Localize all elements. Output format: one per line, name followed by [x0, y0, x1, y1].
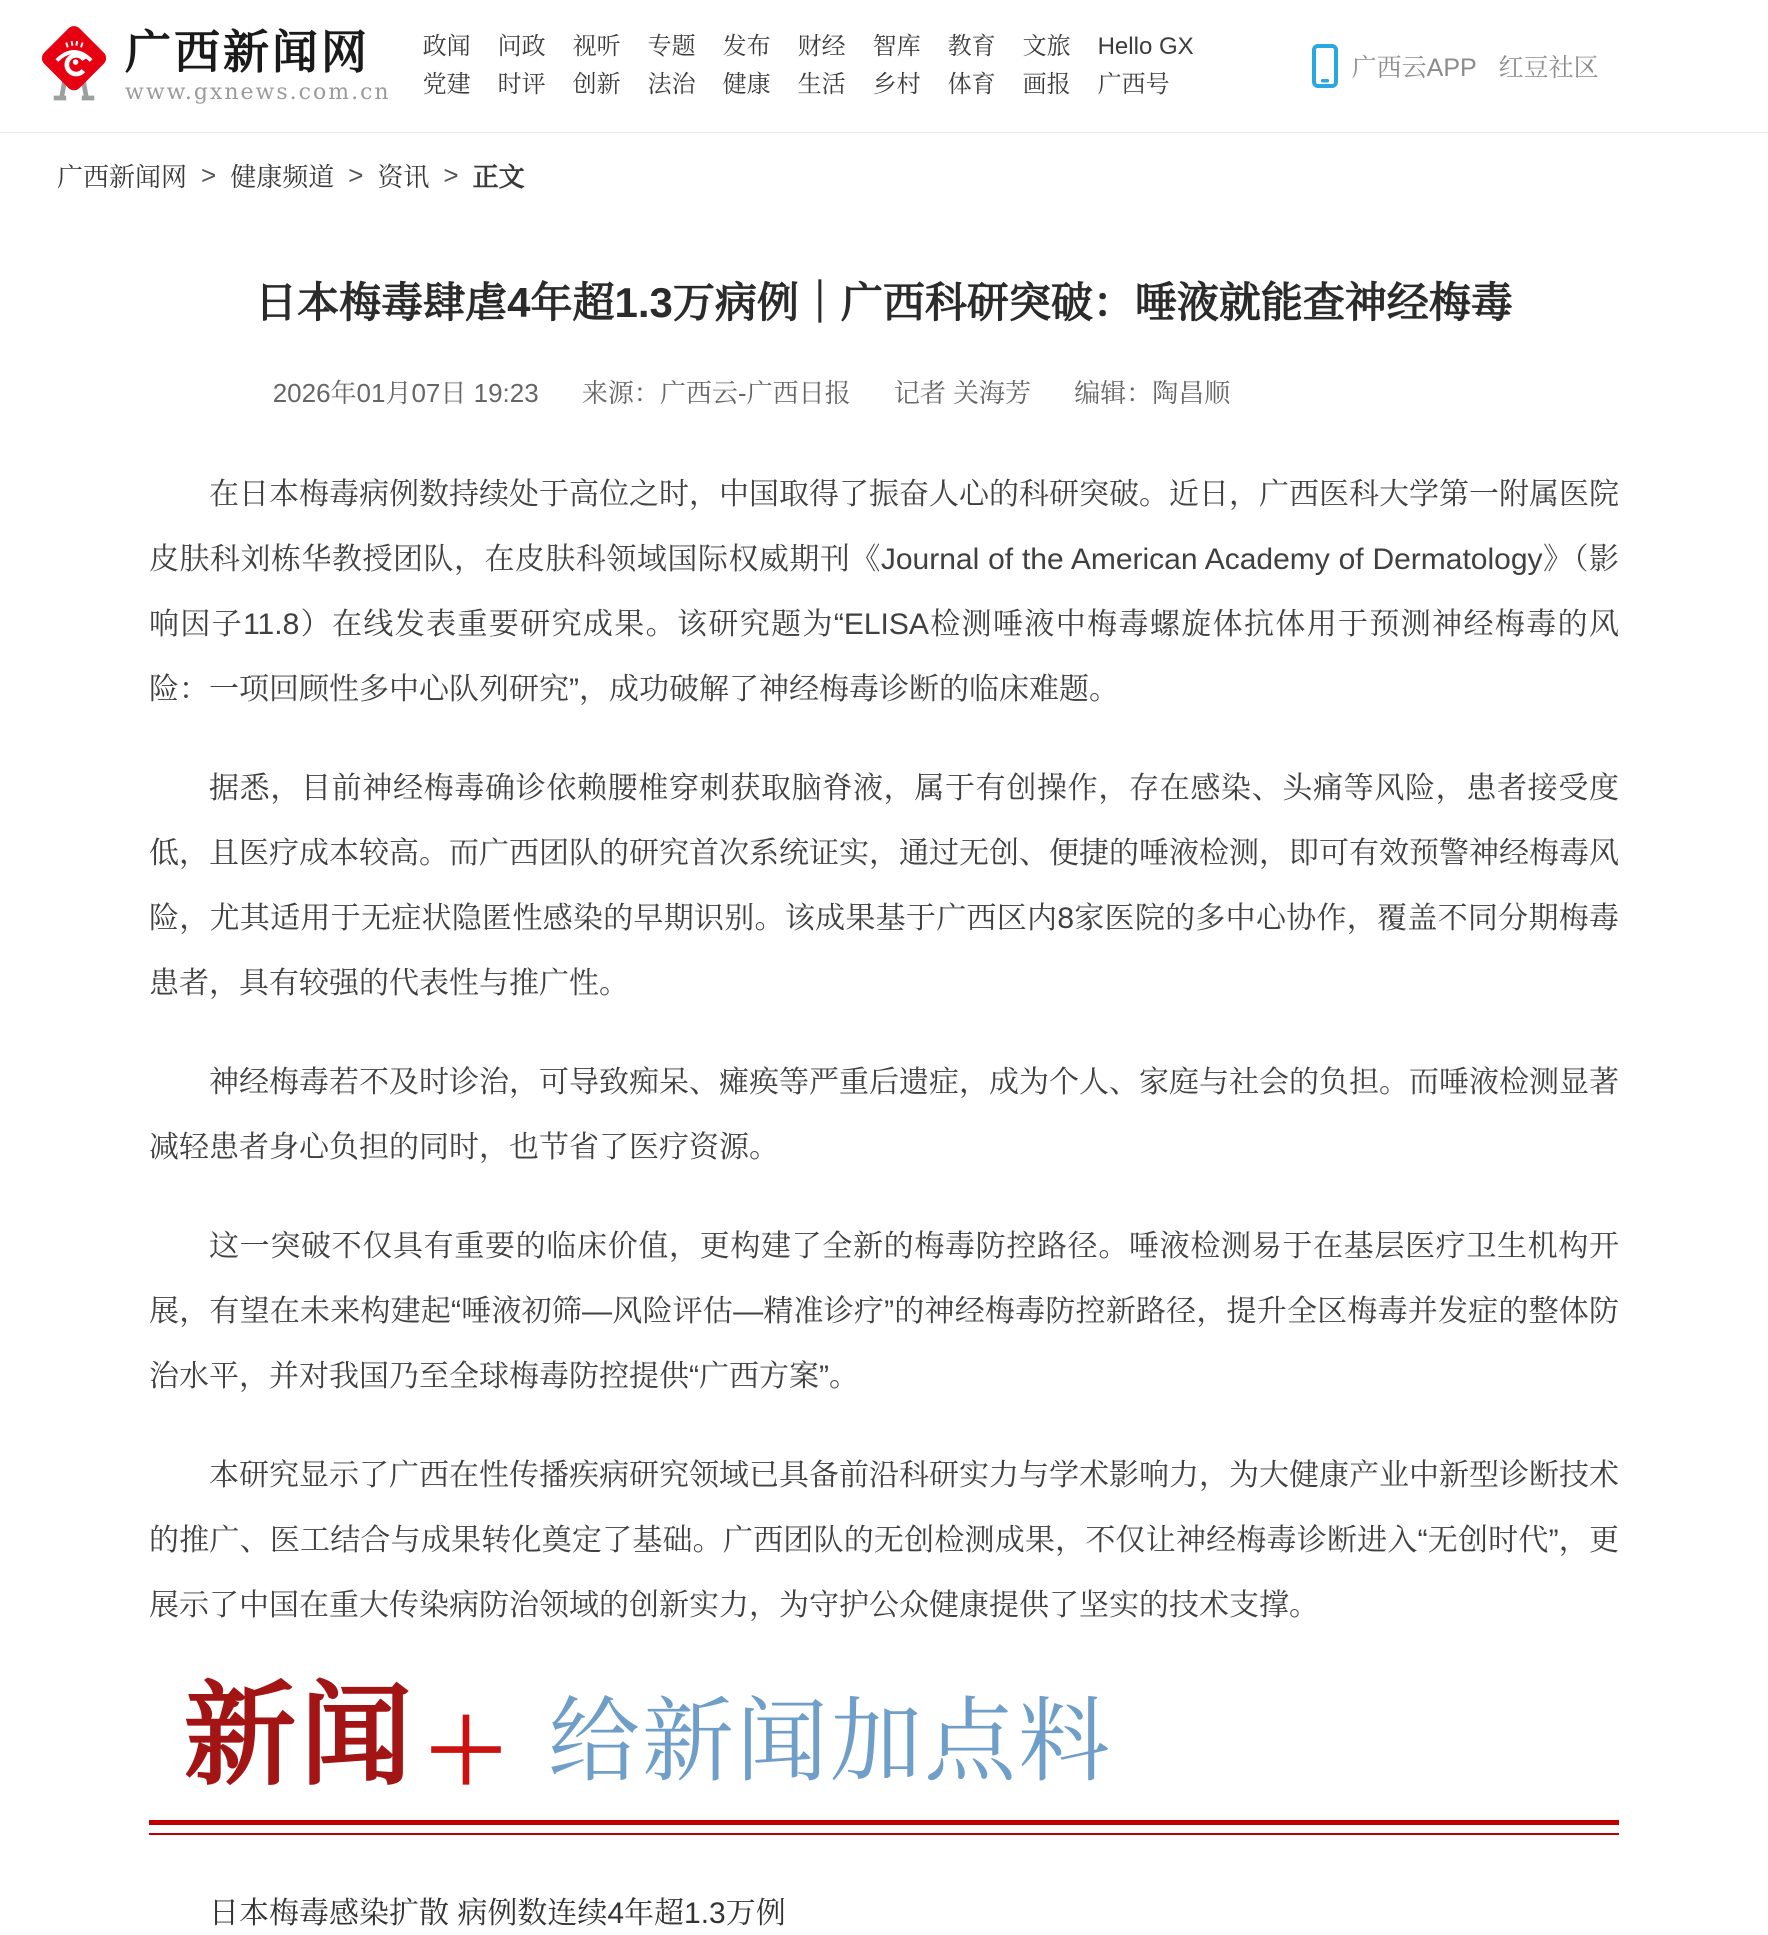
nav-item-top[interactable]: 视听: [572, 32, 621, 60]
hongdou-community-link[interactable]: 红豆社区: [1498, 54, 1599, 82]
nav-item-top[interactable]: 政闻: [422, 32, 471, 60]
breadcrumb-link[interactable]: 健康频道: [230, 162, 335, 192]
nav-item-bottom[interactable]: 广西号: [1097, 71, 1170, 98]
breadcrumb-item: [473, 157, 525, 194]
site-logo[interactable]: [35, 23, 391, 109]
nav-column: [1023, 34, 1071, 99]
nav-item-top[interactable]: 教育: [947, 32, 996, 60]
nav-item-bottom[interactable]: 生活: [797, 71, 846, 98]
nav-column: [498, 34, 546, 99]
nav-column: [798, 34, 846, 99]
nav-column: [873, 34, 921, 99]
nav-item-top[interactable]: 智库: [872, 32, 921, 60]
nav-column: [723, 34, 771, 99]
article-subheading: 日本梅毒感染扩散 病例数连续4年超1.3万例: [209, 1896, 786, 1930]
breadcrumb: [57, 157, 1768, 194]
gxnews-diamond-eye-logo-icon: [35, 23, 113, 109]
newsplus-banner: [149, 1669, 1619, 1835]
nav-item-bottom[interactable]: 乡村: [872, 71, 921, 98]
breadcrumb-separator: >: [348, 160, 364, 190]
nav-item-top[interactable]: Hello GX: [1097, 32, 1194, 60]
nav-item-bottom[interactable]: 画报: [1022, 71, 1071, 98]
site-header: [0, 0, 1768, 133]
header-right: [1312, 44, 1599, 88]
breadcrumb-link[interactable]: 正文: [472, 162, 525, 192]
nav-item-bottom[interactable]: 党建: [422, 71, 471, 98]
main-nav: [423, 34, 1194, 99]
nav-column: [573, 34, 621, 99]
nav-item-bottom[interactable]: 创新: [572, 71, 621, 98]
breadcrumb-link[interactable]: 资讯: [377, 162, 430, 192]
smartphone-icon: [1312, 44, 1338, 88]
nav-item-bottom[interactable]: 健康: [722, 71, 771, 98]
breadcrumb-separator: >: [201, 160, 217, 190]
nav-column: [948, 34, 996, 99]
plus-icon: ＋: [422, 1702, 511, 1802]
nav-column: [1098, 34, 1194, 99]
article-paragraph: 本研究显示了广西在性传播疾病研究领域已具备前沿科研实力与学术影响力，为大健康产业中新型诊断技术的推广、医工结合与成果转化奠定了基础。广西团队的无创检测成果，不仅让神经梅毒诊断进入“无创时代”，更展示了中国在重大传染病防治领域的创新实力，为守护公众健康提供了坚实的技术支撑。: [149, 1458, 1619, 1622]
article: [149, 276, 1619, 1935]
nav-item-top[interactable]: 专题: [647, 32, 696, 60]
site-url: www.gxnews.com.cn: [125, 79, 391, 105]
nav-item-bottom[interactable]: 时评: [497, 71, 546, 98]
article-title: 日本梅毒肆虐4年超1.3万病例｜广西科研突破：唾液就能查神经梅毒: [255, 279, 1513, 326]
nav-column: [648, 34, 696, 99]
double-red-rule: [149, 1820, 1619, 1835]
article-paragraph: 神经梅毒若不及时诊治，可导致痴呆、瘫痪等严重后遗症，成为个人、家庭与社会的负担。而唾液检测显著减轻患者身心负担的同时，也节省了医疗资源。: [149, 1065, 1619, 1164]
nav-item-top[interactable]: 问政: [497, 32, 546, 60]
article-editor: 编辑：陶昌顺: [1074, 377, 1231, 408]
gxcloud-app-link[interactable]: 广西云APP: [1351, 54, 1477, 82]
nav-item-bottom[interactable]: 体育: [947, 71, 996, 98]
nav-item-top[interactable]: 财经: [797, 32, 846, 60]
nav-column: [423, 34, 471, 99]
breadcrumb-link[interactable]: 广西新闻网: [57, 162, 188, 192]
article-reporter: 记者 关海芳: [893, 377, 1032, 408]
article-meta: [149, 373, 1619, 410]
article-paragraph: 在日本梅毒病例数持续处于高位之时，中国取得了振奋人心的科研突破。近日，广西医科大学第一附属医院皮肤科刘栋华教授团队，在皮肤科领域国际权威期刊《Journal of the American Academy of Dermatology》（影响因子11.8）在线发表重要研究成果。该研究题为“ELISA检测唾液中梅毒螺旋体抗体用于预测神经梅毒的风险：一项回顾性多中心队列研究”，成功破解了神经梅毒诊断的临床难题。: [149, 477, 1619, 706]
breadcrumb-separator: >: [443, 160, 459, 190]
publish-date: 2026年01月07日 19:23: [272, 377, 539, 408]
nav-item-bottom[interactable]: 法治: [647, 71, 696, 98]
article-paragraph: 这一突破不仅具有重要的临床价值，更构建了全新的梅毒防控路径。唾液检测易于在基层医疗卫生机构开展，有望在未来构建起“唾液初筛—风险评估—精准诊疗”的神经梅毒防控新路径，提升全区梅毒并发症的整体防治水平，并对我国乃至全球梅毒防控提供“广西方案”。: [149, 1229, 1619, 1393]
nav-item-top[interactable]: 发布: [722, 32, 771, 60]
breadcrumb-item: [230, 157, 377, 194]
breadcrumb-item: [57, 157, 230, 194]
article-body: [149, 462, 1619, 1638]
article-source: 来源：广西云-广西日报: [581, 377, 851, 408]
article-paragraph: 据悉，目前神经梅毒确诊依赖腰椎穿刺获取脑脊液，属于有创操作，存在感染、头痛等风险，患者接受度低，且医疗成本较高。而广西团队的研究首次系统证实，通过无创、便捷的唾液检测，即可有效预警神经梅毒风险，尤其适用于无症状隐匿性感染的早期识别。该成果基于广西区内8家医院的多中心协作，覆盖不同分期梅毒患者，具有较强的代表性与推广性。: [149, 771, 1619, 1000]
newsplus-brand-text: 新闻: [184, 1669, 416, 1801]
newsplus-tagline: 给新闻加点料: [548, 1690, 1113, 1793]
nav-item-top[interactable]: 文旅: [1022, 32, 1071, 60]
breadcrumb-item: [377, 157, 472, 194]
site-title: 广西新闻网: [125, 25, 370, 80]
